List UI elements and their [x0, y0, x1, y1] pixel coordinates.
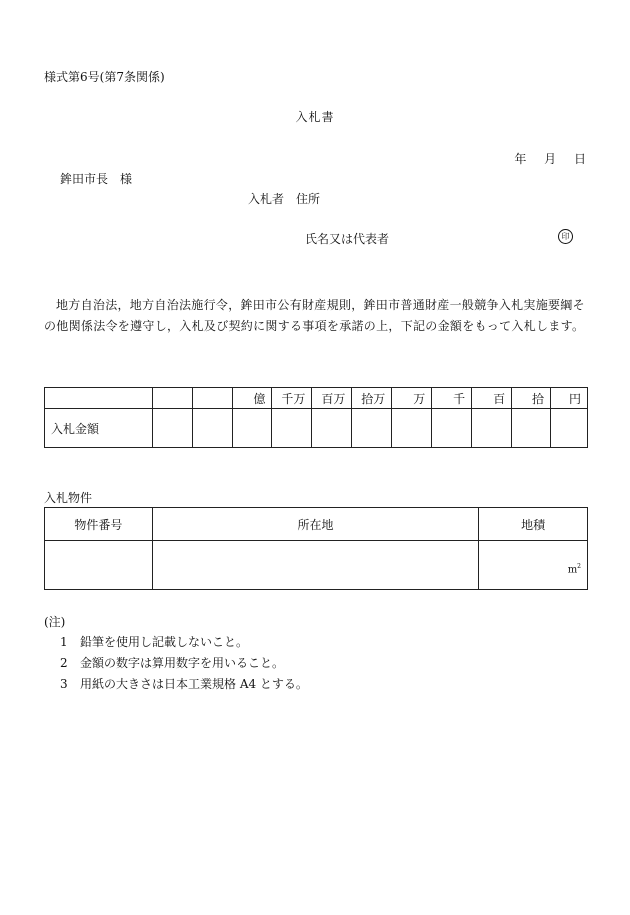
property-table: [44, 507, 588, 590]
property-header-area: 地積: [479, 508, 588, 541]
seal-icon: 印: [558, 229, 573, 244]
amount-unit-cell: 千万: [272, 388, 312, 409]
amount-unit-cell: [152, 388, 192, 409]
property-header-number: 物件番号: [45, 508, 153, 541]
amount-digit-cell[interactable]: [551, 409, 588, 448]
form-number: 様式第6号(第7条関係): [44, 70, 165, 84]
bidder-address-label: 入札者 住所: [248, 192, 321, 206]
property-area-cell[interactable]: [479, 541, 588, 590]
property-caption: 入札物件: [44, 491, 93, 505]
amount-digit-cell[interactable]: [312, 409, 352, 448]
amount-unit-cell: 億: [232, 388, 272, 409]
property-number-cell[interactable]: [45, 541, 153, 590]
amount-digit-cell[interactable]: [272, 409, 312, 448]
amount-digit-cell[interactable]: [352, 409, 392, 448]
amount-unit-cell: 拾: [512, 388, 551, 409]
note-item: 1 鉛筆を使用し記載しないこと。: [60, 635, 249, 649]
notes-heading: (注): [44, 615, 66, 629]
amount-digit-cell[interactable]: [392, 409, 432, 448]
date-line: 年 月 日: [514, 152, 586, 166]
amount-unit-cell: 百: [472, 388, 512, 409]
amount-unit-cell: [192, 388, 232, 409]
property-value-row: [45, 541, 588, 590]
amount-row-label: 入札金額: [45, 409, 153, 448]
bidder-name-label: 氏名又は代表者: [305, 232, 390, 246]
amount-unit-cell: 円: [551, 388, 588, 409]
property-header-row: [45, 508, 588, 541]
amount-unit-row: [45, 388, 588, 409]
amount-corner-cell: [45, 388, 153, 409]
amount-digit-cell[interactable]: [152, 409, 192, 448]
addressee: 鉾田市長 様: [60, 172, 133, 186]
amount-digit-cell[interactable]: [512, 409, 551, 448]
amount-unit-cell: 千: [432, 388, 472, 409]
bid-amount-table: [44, 387, 588, 448]
amount-unit-cell: 万: [392, 388, 432, 409]
amount-digit-cell[interactable]: [232, 409, 272, 448]
note-item: 2 金額の数字は算用数字を用いること。: [60, 656, 285, 670]
area-unit: $m^2$: [567, 562, 581, 575]
amount-unit-cell: 百万: [312, 388, 352, 409]
note-item: 3 用紙の大きさは日本工業規格 A4 とする。: [60, 677, 308, 691]
amount-value-row: [45, 409, 588, 448]
amount-digit-cell[interactable]: [192, 409, 232, 448]
property-header-location: 所在地: [152, 508, 478, 541]
property-location-cell[interactable]: [152, 541, 478, 590]
document-title: 入札書: [295, 110, 335, 124]
amount-digit-cell[interactable]: [472, 409, 512, 448]
statement-paragraph: 地方自治法，地方自治法施行令，鉾田市公有財産規則，鉾田市普通財産一般競争入札実施要綱その他関係法令を遵守し，入札及び契約に関する事項を承諾の上，下記の金額をもって入札します。: [44, 298, 585, 333]
amount-digit-cell[interactable]: [432, 409, 472, 448]
amount-unit-cell: 拾万: [352, 388, 392, 409]
